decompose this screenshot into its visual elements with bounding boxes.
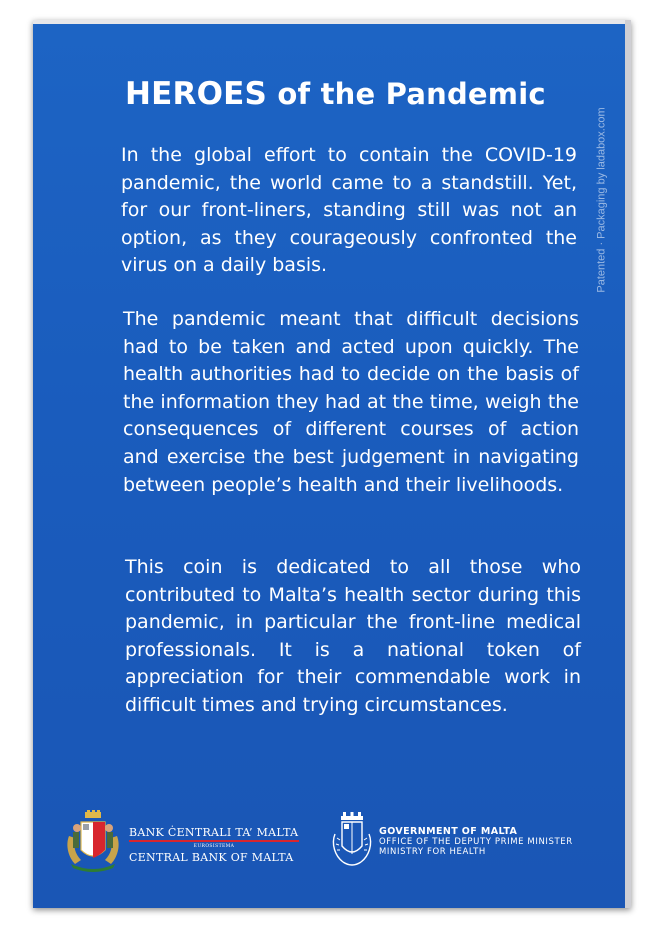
title-heroes: HEROES xyxy=(125,76,268,112)
gov-ministry: MINISTRY FOR HEALTH xyxy=(379,847,486,857)
title-rest: of the Pandemic xyxy=(267,77,546,111)
central-bank-name xyxy=(129,826,309,864)
cbm-divider xyxy=(129,840,299,842)
packaging-note xyxy=(589,80,615,320)
packaging-note-text: Patented · Packaging by ladabox.com xyxy=(596,107,608,293)
government-crest-icon xyxy=(331,812,373,868)
gov-office: OFFICE OF THE DEPUTY PRIME MINISTER xyxy=(379,837,573,847)
central-bank-crest-icon xyxy=(63,810,123,874)
cbm-name-english: CENTRAL BANK OF MALTA xyxy=(129,851,294,864)
footer-logos xyxy=(63,810,623,880)
paragraph-2: The pandemic meant that difficult decisions had to be taken and acted upon quickly. The health authorities had to decide on the basis of the information they had at the time, weigh the consequences of different courses of action and exercise the best judgement in navigating between people’s health and their livelihoods. xyxy=(123,308,579,496)
government-name xyxy=(379,826,573,857)
paragraph-1: In the global effort to contain the COVID-19 pandemic, the world came to a standstill. Yet, for our front-liners, standing still was not an option, as they courageously confronted the virus on a daily basis. xyxy=(121,144,577,277)
cbm-name-maltese: BANK ĊENTRALI TA’ MALTA xyxy=(129,826,299,839)
card-title xyxy=(125,76,565,112)
gov-name: GOVERNMENT OF MALTA xyxy=(379,826,518,837)
cbm-eurosystem: EUROSISTEMA xyxy=(193,844,235,849)
paragraph-3: This coin is dedicated to all those who contributed to Malta’s health sector during this pandemic, in particular the front-line medical professionals. It is a national token of appreciation for their commendable work in difficult times and trying circumstances. xyxy=(125,556,581,716)
coin-card xyxy=(33,20,631,908)
